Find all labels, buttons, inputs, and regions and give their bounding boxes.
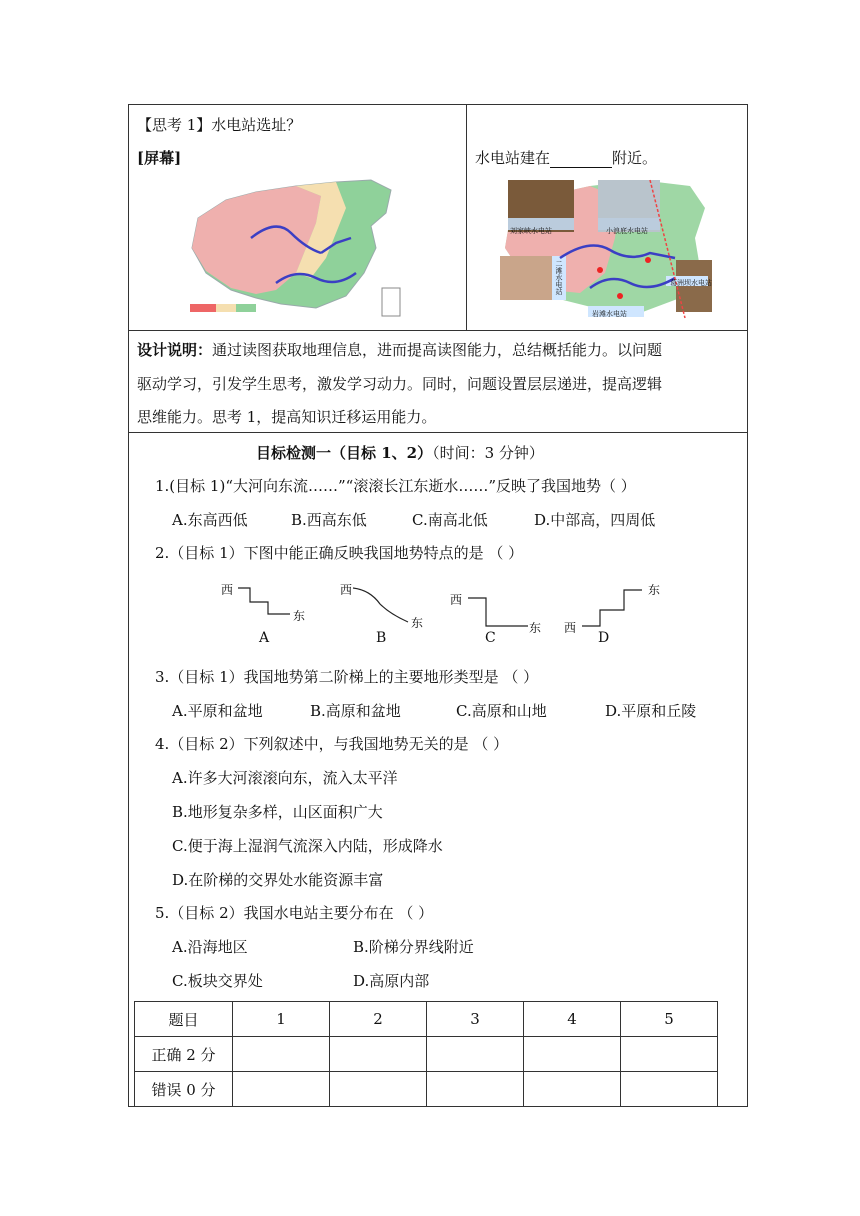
design-line-3: 思维能力。思考 1，提高知识迁移运用能力。 [137,408,437,426]
score-header-2: 2 [330,1002,427,1037]
question-4: 4.（目标 2）下列叙述中，与我国地势无关的是 （ ） [155,735,509,753]
test-title: 目标检测一（目标 1、2） [256,444,433,462]
column-divider [466,104,467,330]
score-cell[interactable] [330,1037,427,1072]
score-cell[interactable] [233,1037,330,1072]
q1-option-a[interactable]: A.东高西低 [172,511,248,529]
score-row-label: 正确 2 分 [135,1037,233,1072]
score-header-3: 3 [427,1002,524,1037]
diagram-c-east: 东 [529,621,542,635]
score-header-1: 1 [233,1002,330,1037]
q4-option-a[interactable]: A.许多大河滚滚向东，流入太平洋 [172,769,398,787]
score-cell[interactable] [233,1072,330,1107]
answer-line [475,147,657,168]
think-title: 【思考 1】水电站选址？ [137,116,302,134]
score-cell[interactable] [524,1037,621,1072]
score-header-row [135,1002,718,1037]
q3-option-c[interactable]: C.高原和山地 [456,702,547,720]
map-label-2: 小浪底水电站 [606,227,648,235]
q5-option-c[interactable]: C.板块交界处 [172,972,263,990]
hydropower-map [500,178,712,323]
q1-option-b[interactable]: B.西高东低 [291,511,367,529]
diagram-b-letter[interactable]: B [376,630,387,646]
q5-option-b[interactable]: B.阶梯分界线附近 [353,938,474,956]
diagram-d-letter[interactable]: D [598,630,610,646]
q3-option-b[interactable]: B.高原和盆地 [310,702,401,720]
screen-label: [屏幕] [137,149,182,167]
score-row-wrong [135,1072,718,1107]
score-header-5: 5 [621,1002,718,1037]
diagram-c-west: 西 [450,593,463,607]
question-3: 3.（目标 1）我国地势第二阶梯上的主要地形类型是 （ ） [155,668,539,686]
diagram-a-east: 东 [293,609,306,623]
question-2: 2.（目标 1）下图中能正确反映我国地势特点的是 （ ） [155,544,524,562]
q3-option-d[interactable]: D.平原和丘陵 [605,702,697,720]
q1-option-d[interactable]: D.中部高，四周低 [534,511,656,529]
design-line-2: 驱动学习，引发学生思考，激发学习动力。同时，问题设置层层递进，提高逻辑 [137,375,663,393]
score-cell[interactable] [621,1072,718,1107]
diagram-d-west: 西 [564,621,577,635]
map-label-5: 岩滩水电站 [592,310,627,318]
q4-option-b[interactable]: B.地形复杂多样，山区面积广大 [172,803,383,821]
question-1: 1.(目标 1)“大河向东流……”“滚滚长江东逝水……”反映了我国地势（ ） [155,477,636,495]
q1-option-c[interactable]: C.南高北低 [412,511,488,529]
answer-prefix: 水电站建在 [475,149,551,167]
question-5: 5.（目标 2）我国水电站主要分布在 （ ） [155,904,434,922]
row-divider-1 [128,330,748,331]
diagram-c-letter[interactable]: C [485,630,496,646]
q4-option-c[interactable]: C.便于海上湿润气流深入内陆，形成降水 [172,837,443,855]
score-cell[interactable] [427,1072,524,1107]
map-label-4: 葛洲坝水电站 [670,279,712,287]
answer-blank[interactable] [550,151,612,168]
score-cell[interactable] [427,1037,524,1072]
score-cell[interactable] [524,1072,621,1107]
design-line-1 [137,339,662,360]
score-row-label: 错误 0 分 [135,1072,233,1107]
q5-option-d[interactable]: D.高原内部 [353,972,430,990]
score-cell[interactable] [621,1037,718,1072]
diagram-a-west: 西 [221,583,234,597]
design-title: 设计说明： [137,341,213,359]
diagram-b-east: 东 [411,616,424,630]
score-header-4: 4 [524,1002,621,1037]
answer-suffix: 附近。 [612,149,658,167]
score-row-correct [135,1037,718,1072]
map-label-3: 二滩水电站 [555,260,563,295]
score-header-label: 题目 [135,1002,233,1037]
diagram-b-west: 西 [340,583,353,597]
test-time: （时间：3 分钟） [432,444,544,462]
q4-option-d[interactable]: D.在阶梯的交界处水能资源丰富 [172,871,384,889]
score-table [134,1001,718,1107]
row-divider-2 [128,432,748,433]
q3-option-a[interactable]: A.平原和盆地 [172,702,263,720]
map-label-1: 刘家峡水电站 [510,227,552,235]
score-cell[interactable] [330,1072,427,1107]
diagram-d-east: 东 [648,583,661,597]
test-heading [256,442,544,463]
q5-option-a[interactable]: A.沿海地区 [172,938,248,956]
china-terrain-map [186,178,406,323]
design-text-1: 通过读图获取地理信息，进而提高读图能力，总结概括能力。以问题 [212,341,663,359]
diagram-a-letter[interactable]: A [259,630,270,646]
